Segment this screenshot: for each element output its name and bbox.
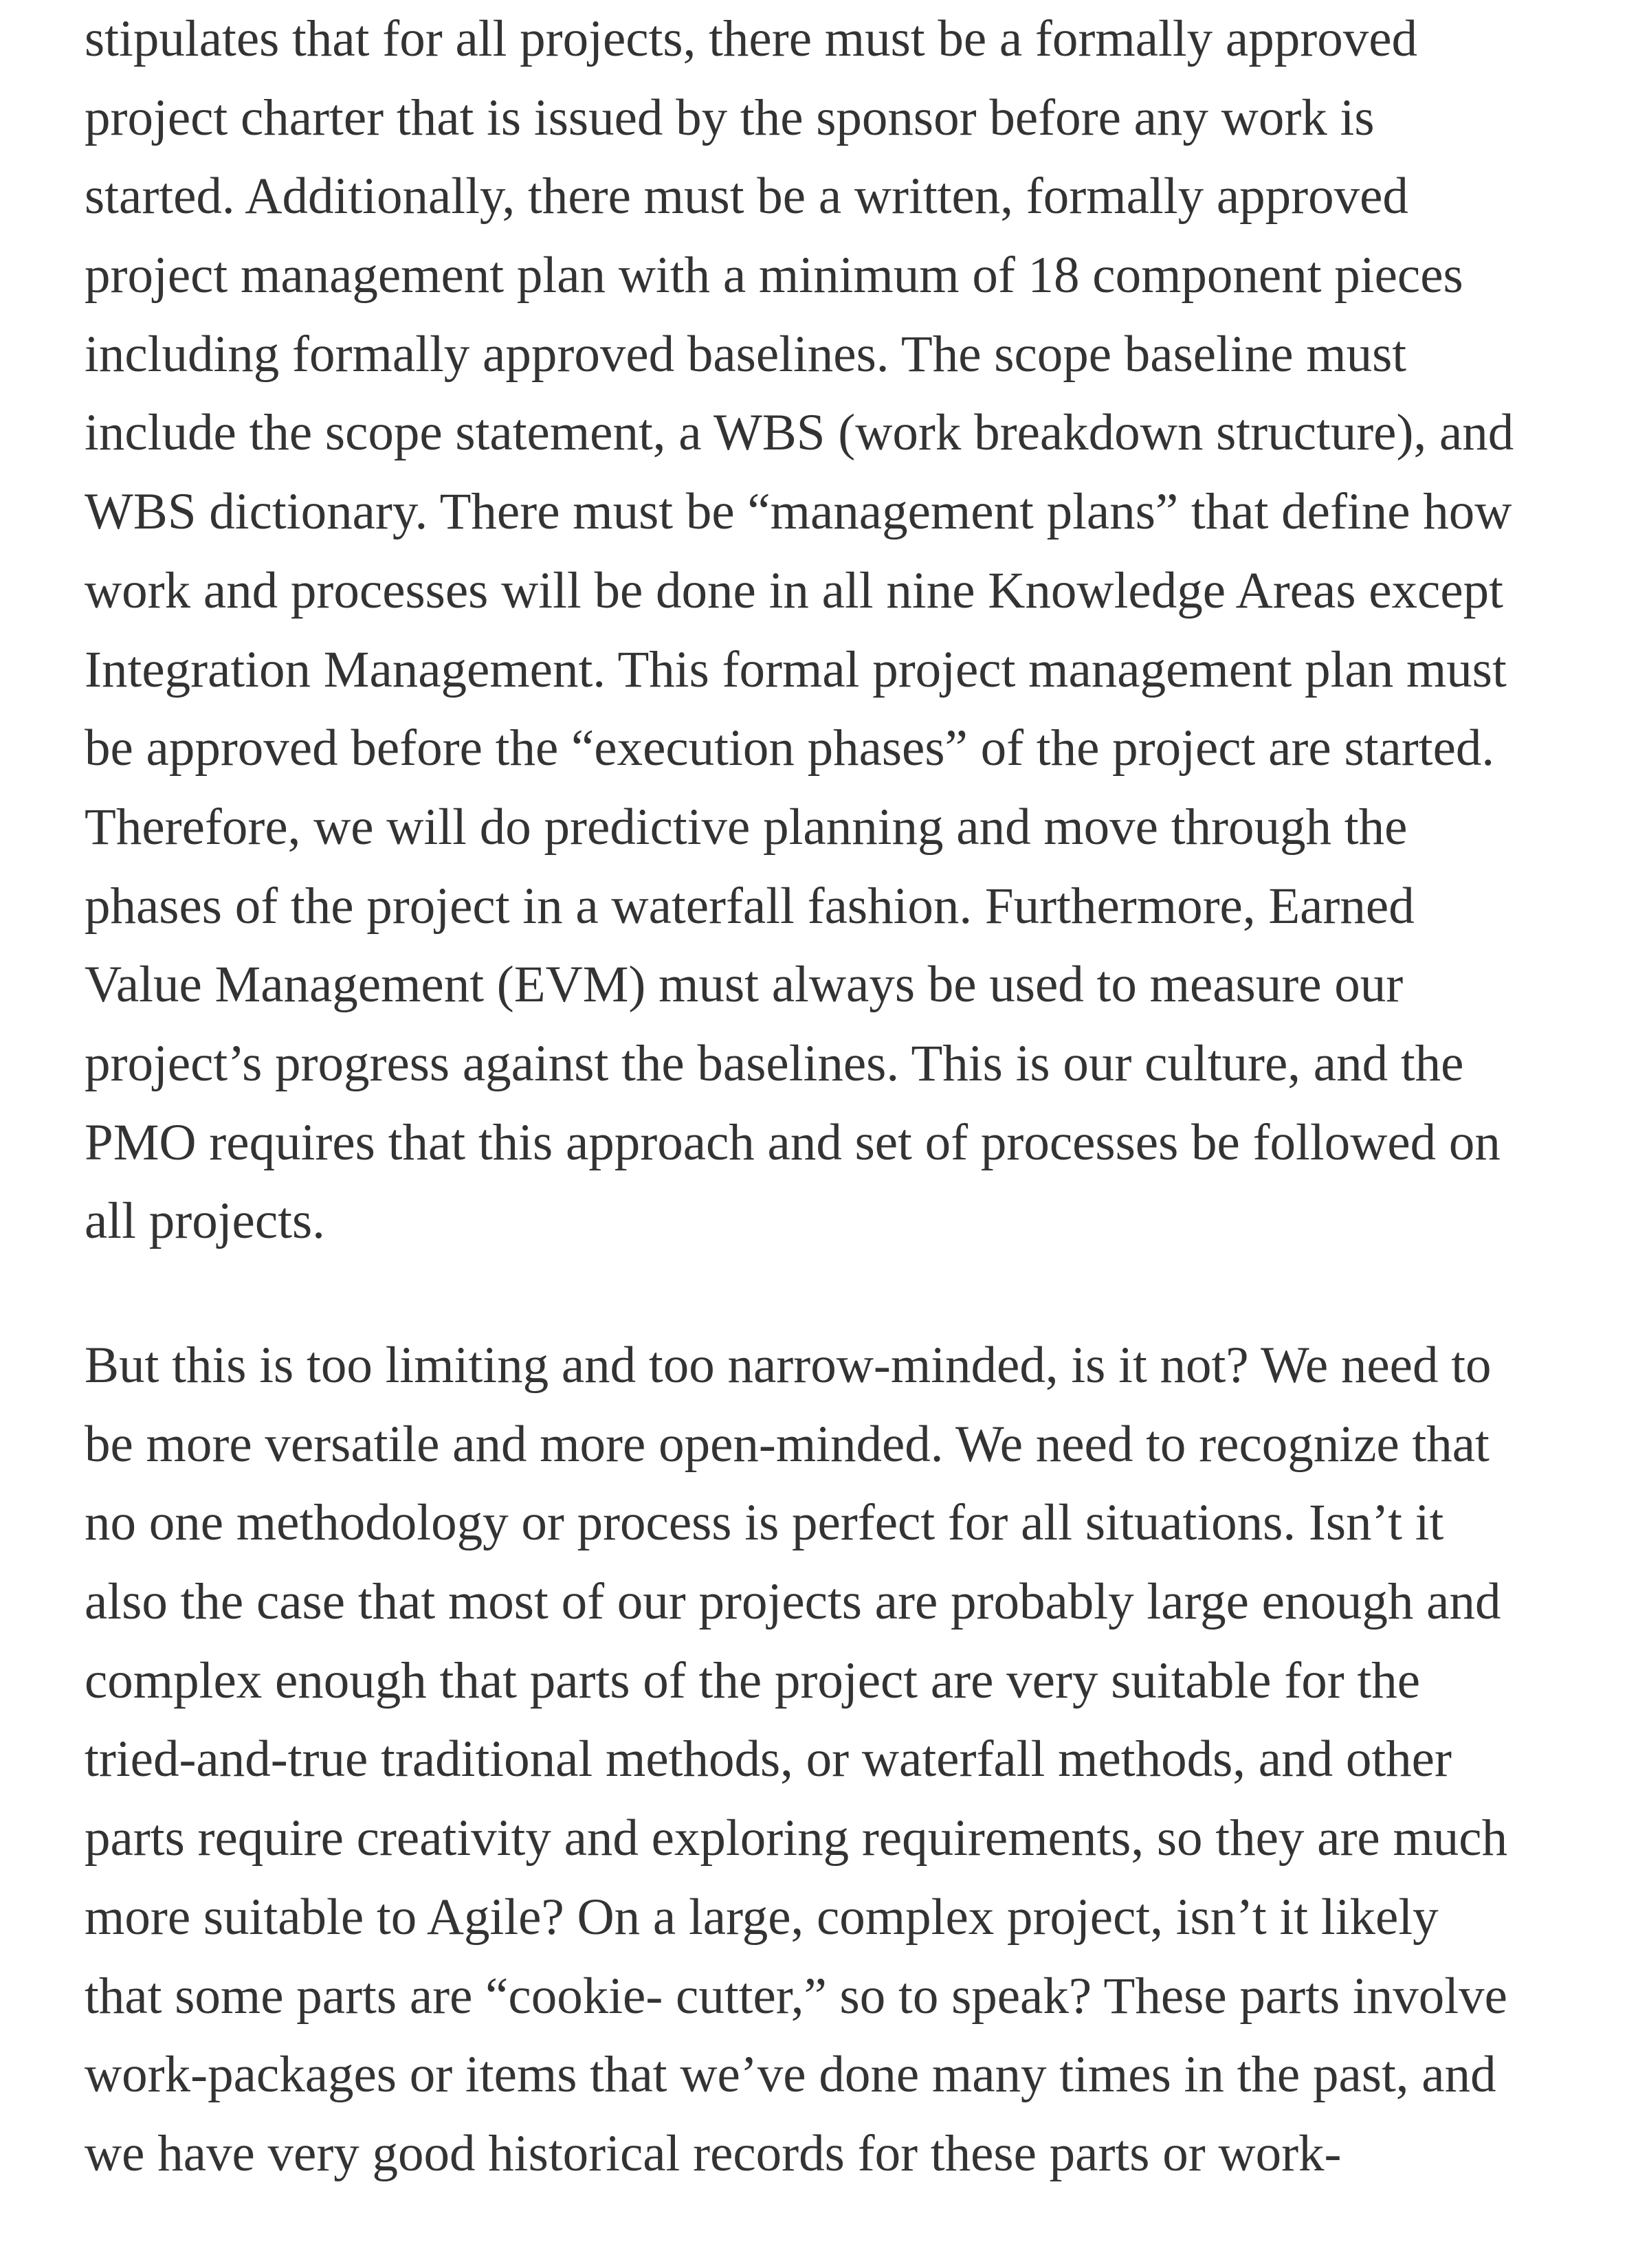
text-line: phases of the project in a waterfall fashion. Furthermore, Earned (85, 877, 1415, 935)
text-line: PMO requires that this approach and set of processes be followed on (85, 1113, 1501, 1171)
text-line: that some parts are “cookie- cutter,” so to speak? These parts involve (85, 1967, 1507, 2025)
text-line: project’s progress against the baselines. This is our culture, and the (85, 1034, 1464, 1092)
text-line: tried-and-true traditional methods, or waterfall methods, and other (85, 1731, 1452, 1788)
text-line: work and processes will be done in all nine Knowledge Areas except (85, 562, 1503, 619)
text-line: be more versatile and more open-minded. We need to recognize that (85, 1415, 1490, 1473)
text-line: Value Management (EVM) must always be used to measure our (85, 956, 1404, 1014)
text-line: be approved before the “execution phases” of the project are started. (85, 720, 1495, 777)
text-line: also the case that most of our projects are probably large enough and (85, 1573, 1501, 1631)
text-line: Integration Management. This formal project management plan must (85, 641, 1507, 698)
text-line: parts require creativity and exploring requirements, so they are much (85, 1810, 1508, 1867)
text-line: complex enough that parts of the project are very suitable for the (85, 1652, 1421, 1709)
text-line: stipulates that for all projects, there must be a formally approved (85, 10, 1417, 67)
text-line: project charter that is issued by the sponsor before any work is (85, 89, 1375, 146)
text-line: including formally approved baselines. The scope baseline must (85, 325, 1407, 383)
text-line: project management plan with a minimum of 18 component pieces (85, 247, 1463, 304)
text-line: no one methodology or process is perfect for all situations. Isn’t it (85, 1494, 1444, 1552)
text-line: include the scope statement, a WBS (work breakdown structure), and (85, 404, 1514, 462)
text-line: more suitable to Agile? On a large, complex project, isn’t it likely (85, 1888, 1439, 1946)
text-line: work-packages or items that we’ve done many times in the past, and (85, 2046, 1496, 2104)
paragraph-pmo-requirements (85, 0, 1624, 1261)
paragraph-versatility-argument (85, 1326, 1624, 2194)
text-line: started. Additionally, there must be a written, formally approved (85, 168, 1408, 225)
text-line: WBS dictionary. There must be “management plans” that define how (85, 483, 1512, 541)
text-line: we have very good historical records for these parts or work- (85, 2124, 1342, 2182)
text-line: all projects. (85, 1192, 325, 1250)
text-line: But this is too limiting and too narrow-minded, is it not? We need to (85, 1337, 1492, 1394)
text-line: Therefore, we will do predictive planning and move through the (85, 798, 1408, 856)
